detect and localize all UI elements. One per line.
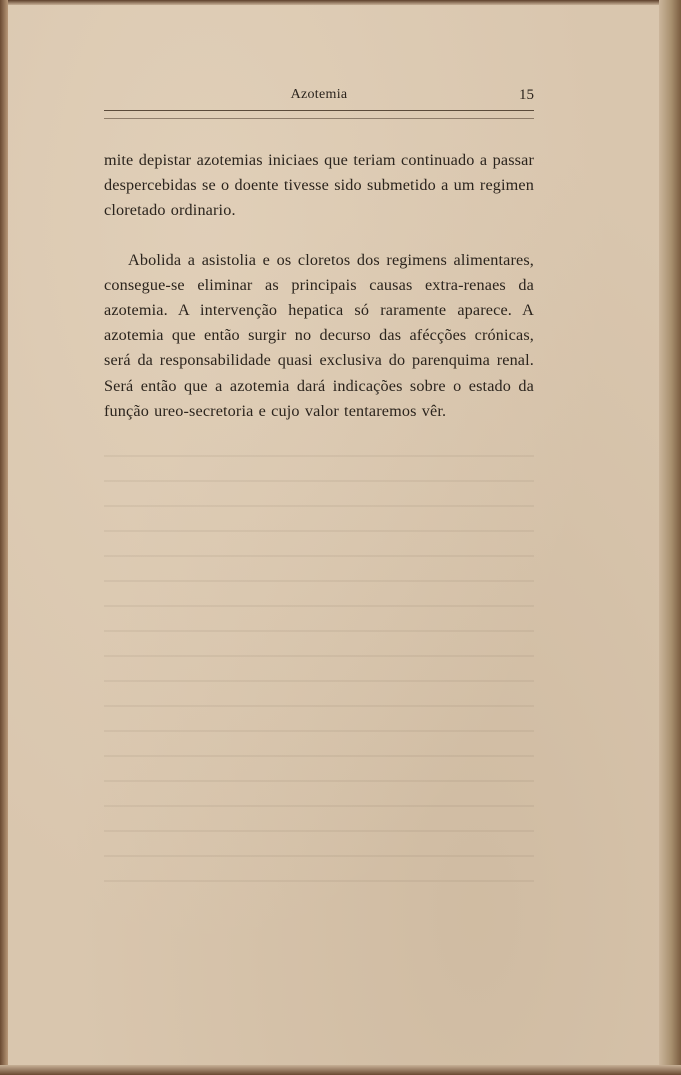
show-through-texture xyxy=(104,455,534,895)
page-top-edge xyxy=(0,0,681,5)
running-title: Azotemia xyxy=(290,87,348,102)
running-header xyxy=(104,84,534,106)
header-rule xyxy=(104,110,534,111)
body-text xyxy=(104,148,534,424)
paragraph-1: mite depistar azotemias iniciaes que teriam continuado a passar despercebidas se o doente tivesse sido submetido a um regimen cloretado ordinario. xyxy=(104,151,534,220)
page-right-edge xyxy=(659,0,681,1075)
page-number: 15 xyxy=(519,87,534,103)
page-left-edge xyxy=(0,0,8,1075)
header-rule-secondary xyxy=(104,118,534,119)
paragraph-2: Abolida a asistolia e os cloretos dos regimens alimentares, consegue-se eliminar as principais causas extra-renaes da azotemia. A intervenção hepatica só raramente aparece. A azotemia que então surgir no decurso das afécções crónicas, será da responsabilidade quasi exclusiva do parenquima renal. Será então que a azotemia dará indicações sobre o estado da função ureo-secretoria e cujo valor tentaremos vêr. xyxy=(104,250,534,420)
page-bottom-edge xyxy=(0,1065,681,1075)
